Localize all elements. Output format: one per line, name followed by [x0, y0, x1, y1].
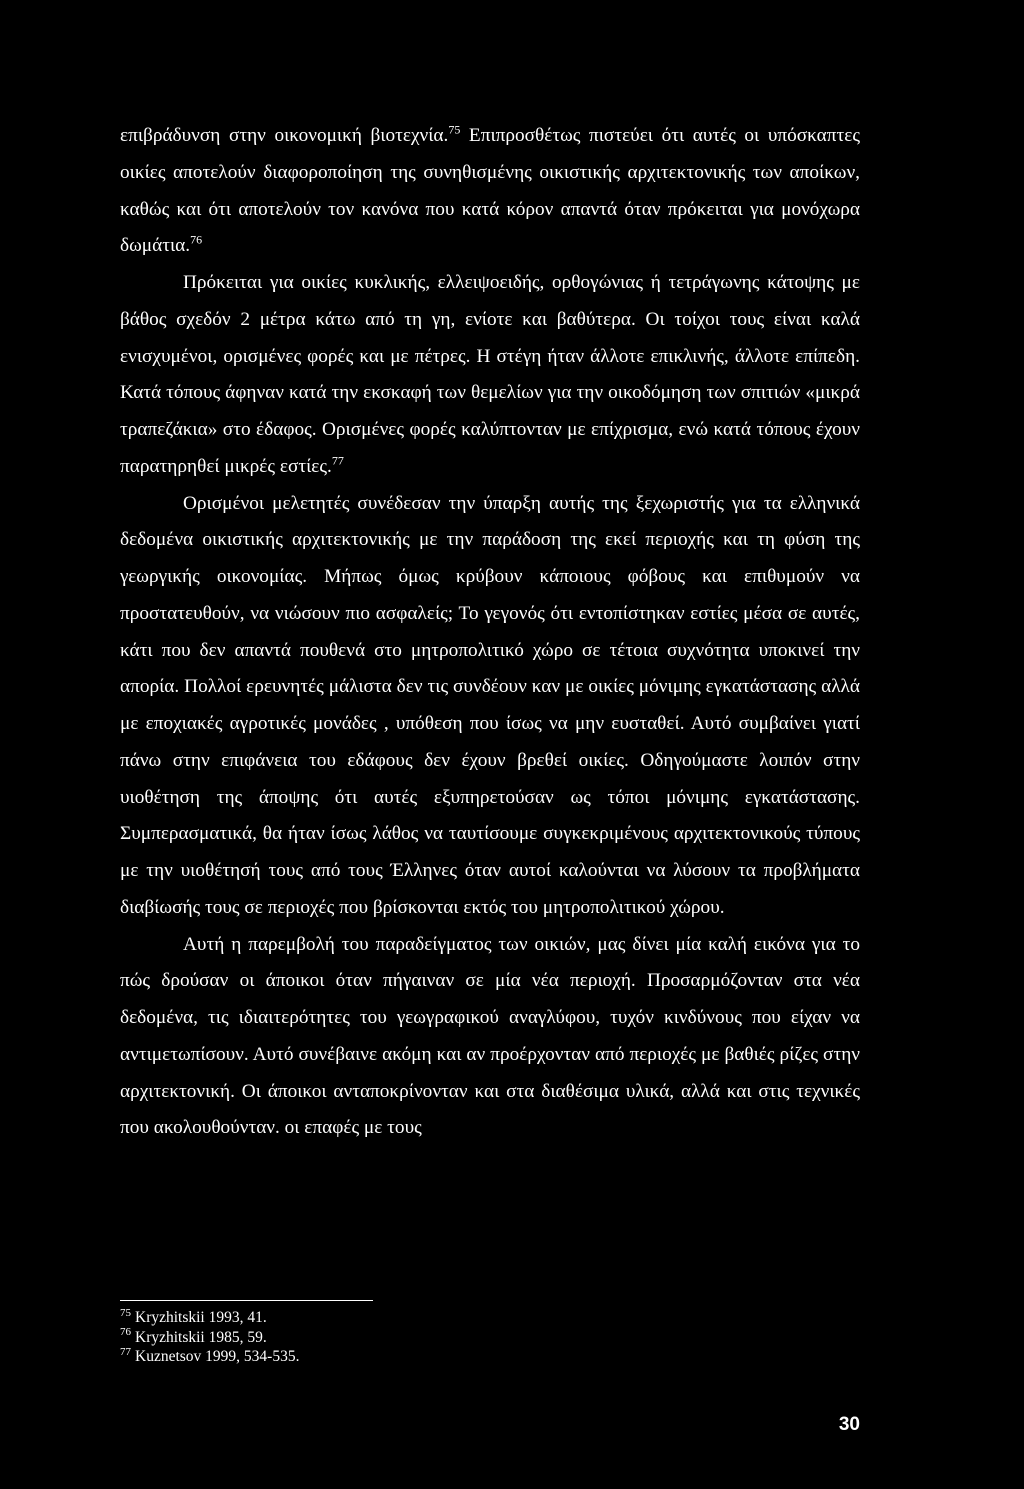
- footnote: [120, 1308, 520, 1328]
- paragraph-text: Ορισμένοι μελετητές συνέδεσαν την ύπαρξη αυτής της ξεχωριστής για τα ελληνικά δεδομένα οικιστικής αρχιτεκτονικής με την παράδοση της εκεί περιοχής και τη φύση της γεωργικής οικονομίας. Μήπως όμως κρύβουν κάποιους φόβους και επιθυμούν να προστατευθούν, να νιώσουν πιο ασφαλείς; Το γεγονός ότι εντοπίστηκαν εστίες μέσα σε αυτές, κάτι που δεν απαντά πουθενά στο μητροπολιτικό χώρο σε τέτοια συχνότητα υποκινεί την απορία. Πολλοί ερευνητές μάλιστα δεν τις συνδέουν καν με οικίες μόνιμης εγκατάστασης αλλά με εποχιακές αγροτικές μονάδες , υπόθεση που ίσως να μην ευσταθεί. Αυτό συμβαίνει γιατί πάνω στην επιφάνεια του εδάφους δεν έχουν βρεθεί οικίες. Οδηγούμαστε λοιπόν στην υιοθέτηση της άποψης ότι αυτές εξυπηρετούσαν ως τόποι μόνιμης εγκατάστασης. Συμπερασματικά, θα ήταν ίσως λάθος να ταυτίσουμε συγκεκριμένους αρχιτεκτονικούς τύπους με την υιοθέτησή τους από τους Έλληνες όταν αυτοί καλούνται να λύσουν τα προβλήματα διαβίωσής τους σε περιοχές που βρίσκονται εκτός του μητροπολιτικού χώρου.: [120, 492, 860, 918]
- footnote-text: Kuznetsov 1999, 534-535.: [135, 1348, 300, 1365]
- paragraph-text: Πρόκειται για οικίες κυκλικής, ελλειψοειδής, ορθογώνιας ή τετράγωνης κάτοψης με βάθος σχεδόν 2 μέτρα κάτω από τη γη, ενίοτε και βαθύτερα. Οι τοίχοι τους είναι καλά ενισχυμένοι, ορισμένες φορές και με πέτρες. Η στέγη ήταν άλλοτε επικλινής, άλλοτε επίπεδη. Κατά τόπους άφηναν κατά την εκσκαφή των θεμελίων για την οικοδόμηση των σπιτιών «μικρά τραπεζάκια» στο έδαφος. Ορισμένες φορές καλύπτονταν με επίχρισμα, ενώ κατά τόπους έχουν παρατηρηθεί μικρές εστίες.: [120, 272, 860, 477]
- footnote-reference: 75: [448, 122, 461, 137]
- footnote-number: 77: [120, 1345, 131, 1358]
- footnotes: [120, 1308, 520, 1367]
- paragraph-text: επιβράδυνση στην οικονομική βιοτεχνία.: [120, 125, 449, 146]
- footnote-separator: [120, 1300, 373, 1301]
- paragraph: [120, 118, 860, 265]
- footnote-number: 75: [120, 1306, 131, 1319]
- paragraph-text: Επιπροσθέτως πιστεύει ότι αυτές οι υπόσκαπτες οικίες αποτελούν διαφοροποίηση της συνηθισμένης οικιστικής αρχιτεκτονικής των αποίκων, καθώς και ότι αποτελούν τον κανόνα που κατά κόρον απαντά όταν πρόκειται για μονόχωρα δωμάτια.: [120, 125, 860, 257]
- paragraph: [120, 486, 860, 927]
- page-number: 30: [838, 1414, 860, 1435]
- footnote-text: Kryzhitskii 1985, 59.: [135, 1328, 267, 1346]
- paragraph: [120, 265, 860, 486]
- footnote-reference: 76: [190, 232, 203, 247]
- footnote-text: Kryzhitskii 1993, 41.: [135, 1309, 267, 1326]
- paragraph: [120, 927, 860, 1148]
- footnote: [120, 1328, 520, 1348]
- body-text: [120, 118, 860, 1147]
- paragraph-text: Αυτή η παρεμβολή του παραδείγματος των οικιών, μας δίνει μία καλή εικόνα για το πώς δρούσαν οι άποικοι όταν πήγαιναν σε μία νέα περιοχή. Προσαρμόζονταν στα νέα δεδομένα, τις ιδιαιτερότητες του γεωγραφικού αναγλύφου, τυχόν κινδύνους που είχαν να αντιμετωπίσουν. Αυτό συνέβαινε ακόμη και αν προέρχονταν από περιοχές με βαθιές ρίζες στην αρχιτεκτονική. Οι άποικοι ανταποκρίνονταν και στα διαθέσιμα υλικά, αλλά και στις τεχνικές που ακολουθούνταν. οι επαφές με τους: [120, 933, 860, 1139]
- footnote-reference: 77: [331, 453, 344, 468]
- footnote-number: 76: [120, 1326, 131, 1339]
- footnote: [120, 1347, 520, 1367]
